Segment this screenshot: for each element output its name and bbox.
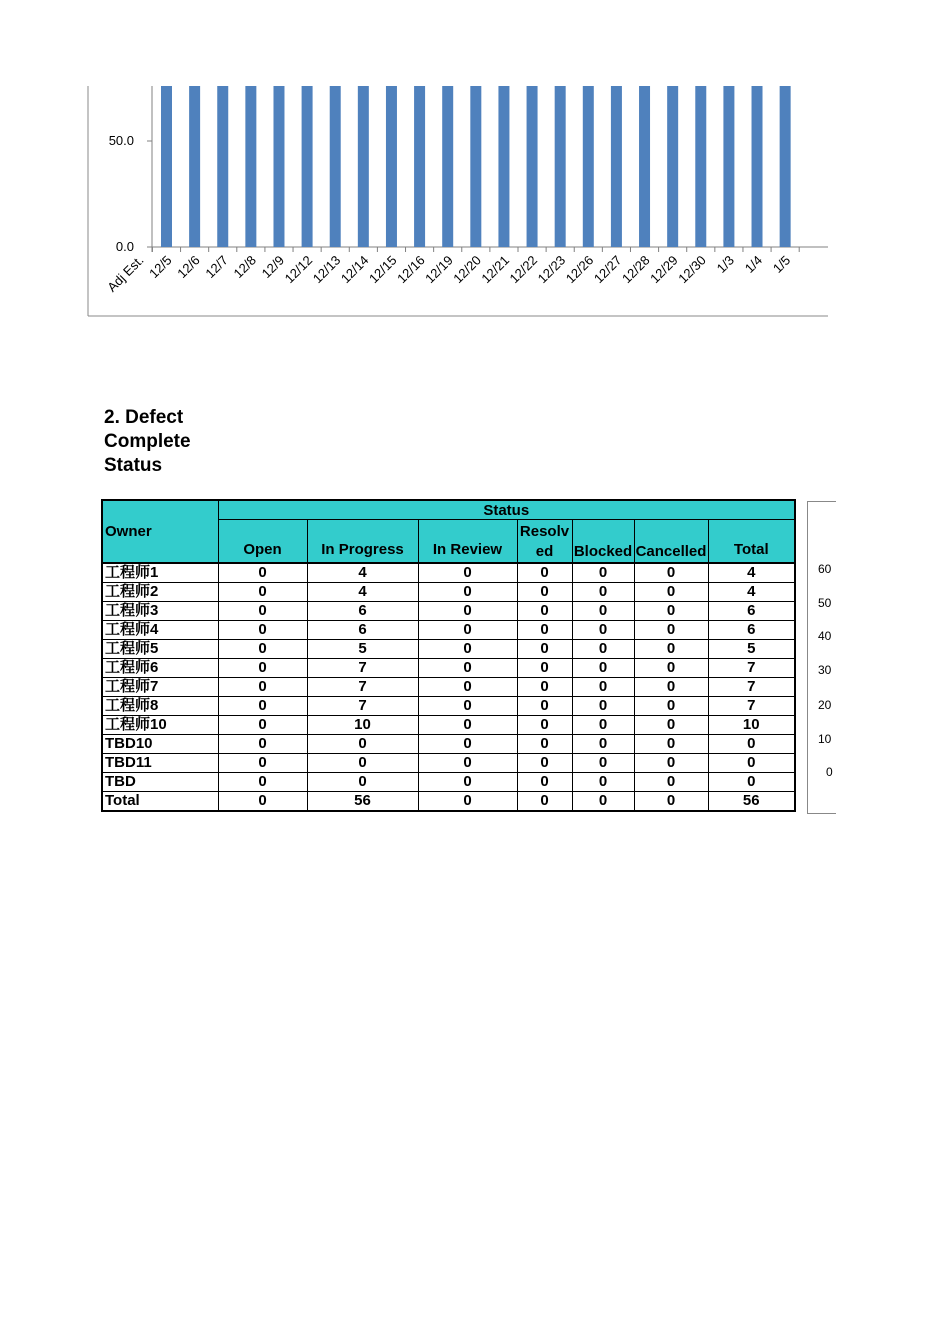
cell-open: 0 [218, 678, 307, 697]
x-tick-label: 12/16 [394, 252, 428, 287]
bar-12-27 [611, 86, 622, 247]
burndown-bar-chart [0, 0, 950, 330]
x-tick-label: Adj Est. [104, 252, 147, 295]
cell-resolved: 0 [517, 563, 572, 583]
table-row [102, 773, 795, 792]
cell-total: 7 [708, 697, 795, 716]
cell-total: 4 [708, 583, 795, 602]
x-tick-label: 12/14 [337, 252, 372, 287]
x-tick-label: 12/15 [365, 252, 400, 287]
cell-blocked: 0 [572, 773, 634, 792]
bar-12-7 [217, 86, 228, 247]
table-row [102, 678, 795, 697]
x-tick-label: 12/7 [202, 252, 231, 282]
bar-12-26 [583, 86, 594, 247]
table-row [102, 602, 795, 621]
owner-cell: 工程师5 [102, 640, 218, 659]
cell-cancelled: 0 [634, 563, 708, 583]
x-tick-label: 12/30 [675, 252, 709, 287]
cell-total: 0 [708, 735, 795, 754]
table-row [102, 640, 795, 659]
column-header-total: Total [708, 520, 795, 564]
cell-cancelled: 0 [634, 602, 708, 621]
cell-open: 0 [218, 640, 307, 659]
cell-in-review: 0 [418, 697, 517, 716]
owner-cell: 工程师8 [102, 697, 218, 716]
cell-in-progress: 4 [307, 583, 418, 602]
column-header-resolved: Resolved [517, 520, 572, 564]
cell-blocked: 0 [572, 716, 634, 735]
cell-blocked: 0 [572, 640, 634, 659]
cell-blocked: 0 [572, 754, 634, 773]
x-tick-label: 12/22 [506, 252, 541, 287]
cell-in-review: 0 [418, 754, 517, 773]
x-tick-label: 1/4 [741, 252, 766, 276]
cell-cancelled: 0 [634, 621, 708, 640]
cell-blocked: 0 [572, 602, 634, 621]
cell-blocked: 0 [572, 792, 634, 812]
cell-total: 6 [708, 602, 795, 621]
cell-in-review: 0 [418, 583, 517, 602]
burndown-bar-chart-svg [0, 0, 950, 330]
section-title: 2. Defect Complete Status [104, 407, 191, 476]
bar-12-12 [302, 86, 313, 247]
bar-12-19 [442, 86, 453, 247]
defect-table-body [102, 563, 795, 811]
bar-12-23 [555, 86, 566, 247]
cell-open: 0 [218, 697, 307, 716]
x-tick-label: 12/19 [422, 252, 456, 287]
cell-in-progress: 6 [307, 602, 418, 621]
cell-in-progress: 5 [307, 640, 418, 659]
bar-12-13 [330, 86, 341, 247]
cell-total: 56 [708, 792, 795, 812]
column-header-in-progress: In Progress [307, 520, 418, 564]
bar-12-16 [414, 86, 425, 247]
table-row [102, 563, 795, 583]
column-header-open: Open [218, 520, 307, 564]
cell-in-review: 0 [418, 640, 517, 659]
bar-1-5 [780, 86, 791, 247]
cell-in-progress: 56 [307, 792, 418, 812]
owner-cell: 工程师6 [102, 659, 218, 678]
cell-open: 0 [218, 792, 307, 812]
bar-12-22 [527, 86, 538, 247]
cell-in-progress: 0 [307, 754, 418, 773]
cell-in-progress: 7 [307, 678, 418, 697]
cell-in-progress: 7 [307, 659, 418, 678]
cell-open: 0 [218, 754, 307, 773]
cell-resolved: 0 [517, 735, 572, 754]
cell-cancelled: 0 [634, 735, 708, 754]
x-tick-label: 12/29 [647, 252, 681, 287]
owner-cell: 工程师2 [102, 583, 218, 602]
x-tick-label: 1/3 [713, 252, 738, 276]
cell-in-review: 0 [418, 716, 517, 735]
cell-open: 0 [218, 773, 307, 792]
chart-crop-mask [828, 0, 950, 330]
cell-total: 7 [708, 678, 795, 697]
column-header-in-review: In Review [418, 520, 517, 564]
status-header: Status [218, 500, 795, 520]
cell-blocked: 0 [572, 678, 634, 697]
cell-in-progress: 7 [307, 697, 418, 716]
y-tick-label: 40 [818, 629, 832, 643]
x-tick-label: 12/8 [230, 252, 259, 282]
x-tick-label: 12/9 [258, 252, 288, 282]
defect-chart-fragment [806, 500, 836, 814]
table-row [102, 659, 795, 678]
cell-in-progress: 6 [307, 621, 418, 640]
owner-cell: 工程师10 [102, 716, 218, 735]
cell-open: 0 [218, 659, 307, 678]
cell-open: 0 [218, 583, 307, 602]
cell-blocked: 0 [572, 621, 634, 640]
bar-12-5 [161, 86, 172, 247]
bar-12-28 [639, 86, 650, 247]
cell-total: 0 [708, 754, 795, 773]
owner-cell: 工程师7 [102, 678, 218, 697]
x-tick-label: 12/12 [281, 252, 316, 287]
cell-resolved: 0 [517, 792, 572, 812]
cell-total: 10 [708, 716, 795, 735]
owner-cell: TBD10 [102, 735, 218, 754]
table-row [102, 697, 795, 716]
table-row [102, 621, 795, 640]
bar-12-6 [189, 86, 200, 247]
bar-12-21 [498, 86, 509, 247]
cell-open: 0 [218, 621, 307, 640]
cell-resolved: 0 [517, 621, 572, 640]
cell-total: 7 [708, 659, 795, 678]
x-tick-label: 12/20 [450, 252, 484, 287]
cell-cancelled: 0 [634, 773, 708, 792]
cell-in-review: 0 [418, 792, 517, 812]
cell-in-review: 0 [418, 735, 517, 754]
cell-resolved: 0 [517, 678, 572, 697]
cell-resolved: 0 [517, 602, 572, 621]
cell-in-review: 0 [418, 678, 517, 697]
cell-blocked: 0 [572, 735, 634, 754]
owner-cell: TBD [102, 773, 218, 792]
cell-total: 5 [708, 640, 795, 659]
y-tick-label: 60 [818, 562, 832, 576]
cell-cancelled: 0 [634, 678, 708, 697]
bar-12-15 [386, 86, 397, 247]
y-tick-label: 0 [826, 765, 833, 779]
x-tick-label: 12/6 [174, 252, 203, 282]
cell-in-review: 0 [418, 621, 517, 640]
cell-resolved: 0 [517, 583, 572, 602]
cell-resolved: 0 [517, 640, 572, 659]
y-tick-label: 10 [818, 732, 832, 746]
column-header-cancelled: Cancelled [634, 520, 708, 564]
cell-in-progress: 4 [307, 563, 418, 583]
x-tick-label: 12/21 [478, 252, 513, 287]
owner-cell: 工程师4 [102, 621, 218, 640]
cell-in-review: 0 [418, 773, 517, 792]
cell-blocked: 0 [572, 563, 634, 583]
bar-1-3 [723, 86, 734, 247]
y-tick-label: 30 [818, 663, 832, 677]
cell-blocked: 0 [572, 659, 634, 678]
y-tick-label: 50 [818, 596, 832, 610]
bar-12-29 [667, 86, 678, 247]
cell-in-review: 0 [418, 563, 517, 583]
cell-blocked: 0 [572, 697, 634, 716]
cell-in-review: 0 [418, 659, 517, 678]
cell-resolved: 0 [517, 697, 572, 716]
x-tick-label: 12/27 [590, 252, 625, 287]
cell-open: 0 [218, 735, 307, 754]
cell-resolved: 0 [517, 773, 572, 792]
table-total-row [102, 792, 795, 812]
cell-in-progress: 0 [307, 773, 418, 792]
bar-12-14 [358, 86, 369, 247]
defect-status-table [101, 499, 796, 812]
bar-12-8 [245, 86, 256, 247]
cell-cancelled: 0 [634, 716, 708, 735]
x-tick-label: 12/13 [309, 252, 344, 287]
cell-cancelled: 0 [634, 583, 708, 602]
cell-resolved: 0 [517, 754, 572, 773]
owner-cell: 工程师1 [102, 563, 218, 583]
cell-resolved: 0 [517, 716, 572, 735]
owner-cell: 工程师3 [102, 602, 218, 621]
owner-cell: TBD11 [102, 754, 218, 773]
x-tick-label: 1/5 [769, 252, 794, 276]
cell-in-review: 0 [418, 602, 517, 621]
bar-12-9 [273, 86, 284, 247]
table-row [102, 716, 795, 735]
cell-open: 0 [218, 563, 307, 583]
cell-cancelled: 0 [634, 640, 708, 659]
cell-total: 0 [708, 773, 795, 792]
y-tick-label: 0.0 [115, 239, 134, 254]
cell-open: 0 [218, 716, 307, 735]
cell-cancelled: 0 [634, 697, 708, 716]
column-header-blocked: Blocked [572, 520, 634, 564]
cell-total: 4 [708, 563, 795, 583]
table-row [102, 583, 795, 602]
x-tick-label: 12/5 [146, 252, 175, 282]
y-tick-label: 20 [818, 698, 832, 712]
cell-blocked: 0 [572, 583, 634, 602]
x-tick-label: 12/26 [562, 252, 597, 287]
bar-12-20 [470, 86, 481, 247]
cell-open: 0 [218, 602, 307, 621]
owner-cell: Total [102, 792, 218, 812]
x-tick-label: 12/23 [534, 252, 569, 287]
table-row [102, 735, 795, 754]
bar-12-30 [695, 86, 706, 247]
owner-header: Owner [102, 500, 218, 563]
cell-cancelled: 0 [634, 659, 708, 678]
cell-in-progress: 10 [307, 716, 418, 735]
cell-cancelled: 0 [634, 792, 708, 812]
table-row [102, 754, 795, 773]
y-tick-label: 50.0 [108, 133, 134, 148]
x-tick-label: 12/28 [619, 252, 653, 287]
bar-1-4 [752, 86, 763, 247]
cell-in-progress: 0 [307, 735, 418, 754]
cell-total: 6 [708, 621, 795, 640]
cell-resolved: 0 [517, 659, 572, 678]
cell-cancelled: 0 [634, 754, 708, 773]
